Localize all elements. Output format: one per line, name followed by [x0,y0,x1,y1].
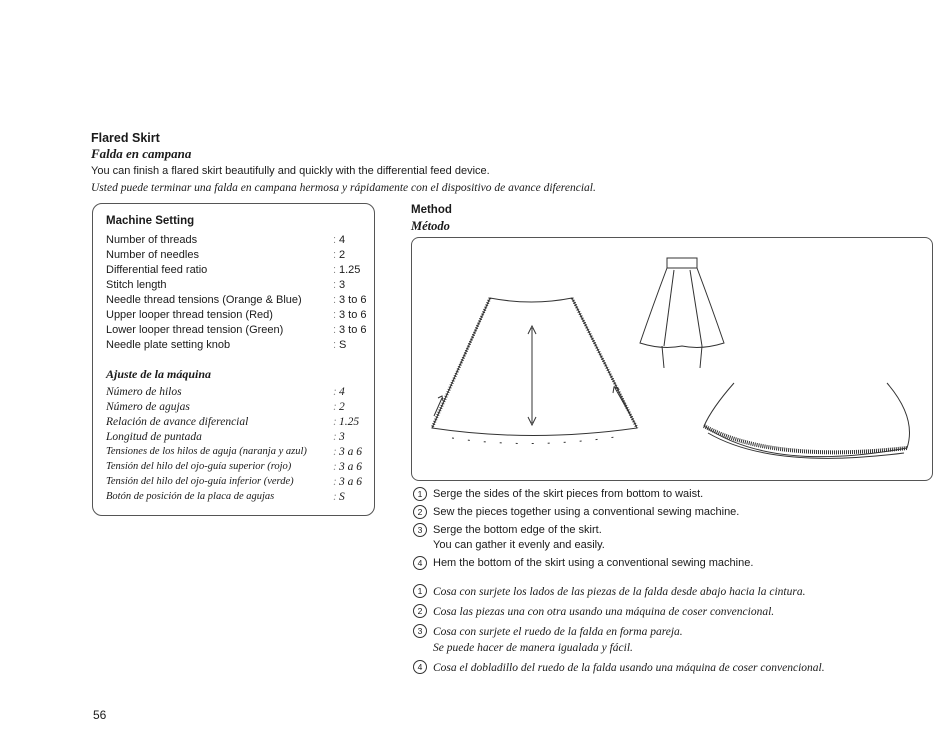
setting-value: 1.25 [339,416,360,428]
step-text-secondary: You can gather it evenly and easily. [433,539,605,551]
setting-separator: : [333,279,337,291]
setting-label: Needle thread tensions (Orange & Blue) [106,294,302,306]
method-step [413,556,753,571]
step-text: Cosa con surjete los lados de las piezas de la falda desde abajo hacia la cintura. [433,586,806,598]
step-number: 1 [413,487,427,501]
setting-value: 3 to 6 [339,309,367,321]
setting-value: 3 [339,431,345,443]
setting-separator: : [333,309,337,321]
step-text: Serge the bottom edge of the skirt. [433,524,602,536]
setting-value: 2 [339,401,345,413]
skirt-hem-drawing [704,383,910,458]
setting-value: 4 [339,386,345,398]
step-number: 2 [413,505,427,519]
setting-label: Tensión del hilo del ojo-guía superior (rojo) [106,461,292,472]
step-number: 2 [413,604,427,618]
setting-label: Número de agujas [106,401,190,413]
setting-value: 4 [339,234,346,246]
skirt-illustration [412,238,932,480]
machine-setting-title-es: Ajuste de la máquina [106,367,212,381]
method-step [413,660,825,676]
setting-label: Needle plate setting knob [106,339,231,351]
method-step [413,584,825,600]
method-step [413,505,753,520]
section-heading-es: Falda en campana [91,146,192,161]
skirt-panel-drawing [432,298,637,444]
step-text: Sew the pieces together using a conventional sewing machine. [433,506,740,518]
setting-value: S [339,339,347,351]
intro-text-en: You can finish a flared skirt beautifully and quickly with the differential feed device. [91,165,490,177]
setting-value: S [339,491,345,503]
setting-separator: : [333,491,337,503]
setting-separator: : [333,294,337,306]
section-heading-en: Flared Skirt [91,131,160,145]
setting-label: Número de hilos [106,386,182,398]
setting-label: Relación de avance diferencial [106,416,249,428]
setting-separator: : [333,401,337,413]
step-number: 4 [413,556,427,570]
setting-value: 3 a 6 [339,476,362,488]
setting-separator: : [333,476,337,488]
setting-label: Stitch length [106,279,167,291]
setting-separator: : [333,234,337,246]
intro-text-es: Usted puede terminar una falda en campana hermosa y rápidamente con el dispositivo de avance diferencial. [91,182,596,194]
setting-label: Number of needles [106,249,199,261]
flared-skirt-figure [640,258,724,368]
step-text: Cosa el dobladillo del ruedo de la falda usando una máquina de coser convencional. [433,662,825,674]
setting-separator: : [333,416,337,428]
machine-setting-title-en: Machine Setting [106,215,195,227]
setting-label: Tensiones de los hilos de aguja (naranja y azul) [106,446,307,457]
setting-label: Longitud de puntada [106,431,202,443]
setting-separator: : [333,461,337,473]
setting-value: 3 to 6 [339,294,367,306]
step-number: 1 [413,584,427,598]
step-number: 3 [413,523,427,537]
setting-separator: : [333,324,337,336]
method-step [413,604,825,620]
step-number: 4 [413,660,427,674]
step-text: Cosa con surjete el ruedo de la falda en forma pareja. [433,626,683,638]
setting-label: Botón de posición de la placa de agujas [106,491,275,502]
step-text: Hem the bottom of the skirt using a conventional sewing machine. [433,557,754,569]
setting-label: Differential feed ratio [106,264,208,276]
setting-separator: : [333,431,337,443]
page-number: 56 [93,708,107,722]
method-steps-en [413,487,753,574]
setting-label: Upper looper thread tension (Red) [106,309,273,321]
step-text: Cosa las piezas una con otra usando una máquina de coser convencional. [433,606,775,618]
setting-value: 1.25 [339,264,361,276]
setting-separator: : [333,339,337,351]
step-number: 3 [413,624,427,638]
setting-separator: : [333,249,337,261]
method-heading-es: Método [411,219,450,233]
setting-value: 3 to 6 [339,324,367,336]
setting-value: 3 a 6 [339,446,362,458]
method-steps-es [413,584,825,680]
setting-value: 3 [339,279,346,291]
setting-label: Number of threads [106,234,198,246]
machine-setting-box [92,203,375,516]
setting-separator: : [333,264,337,276]
method-step [413,624,825,656]
step-text-secondary: Se puede hacer de manera igualada y fácil. [433,642,633,654]
method-step [413,523,753,553]
setting-value: 2 [339,249,346,261]
setting-separator: : [333,446,337,458]
method-step [413,487,753,502]
setting-label: Tensión del hilo del ojo-guía inferior (verde) [106,476,294,487]
setting-value: 3 a 6 [339,461,362,473]
method-heading-en: Method [411,204,452,216]
setting-label: Lower looper thread tension (Green) [106,324,284,336]
skirt-illustration-frame [411,237,933,481]
step-text: Serge the sides of the skirt pieces from bottom to waist. [433,488,704,500]
setting-separator: : [333,386,337,398]
